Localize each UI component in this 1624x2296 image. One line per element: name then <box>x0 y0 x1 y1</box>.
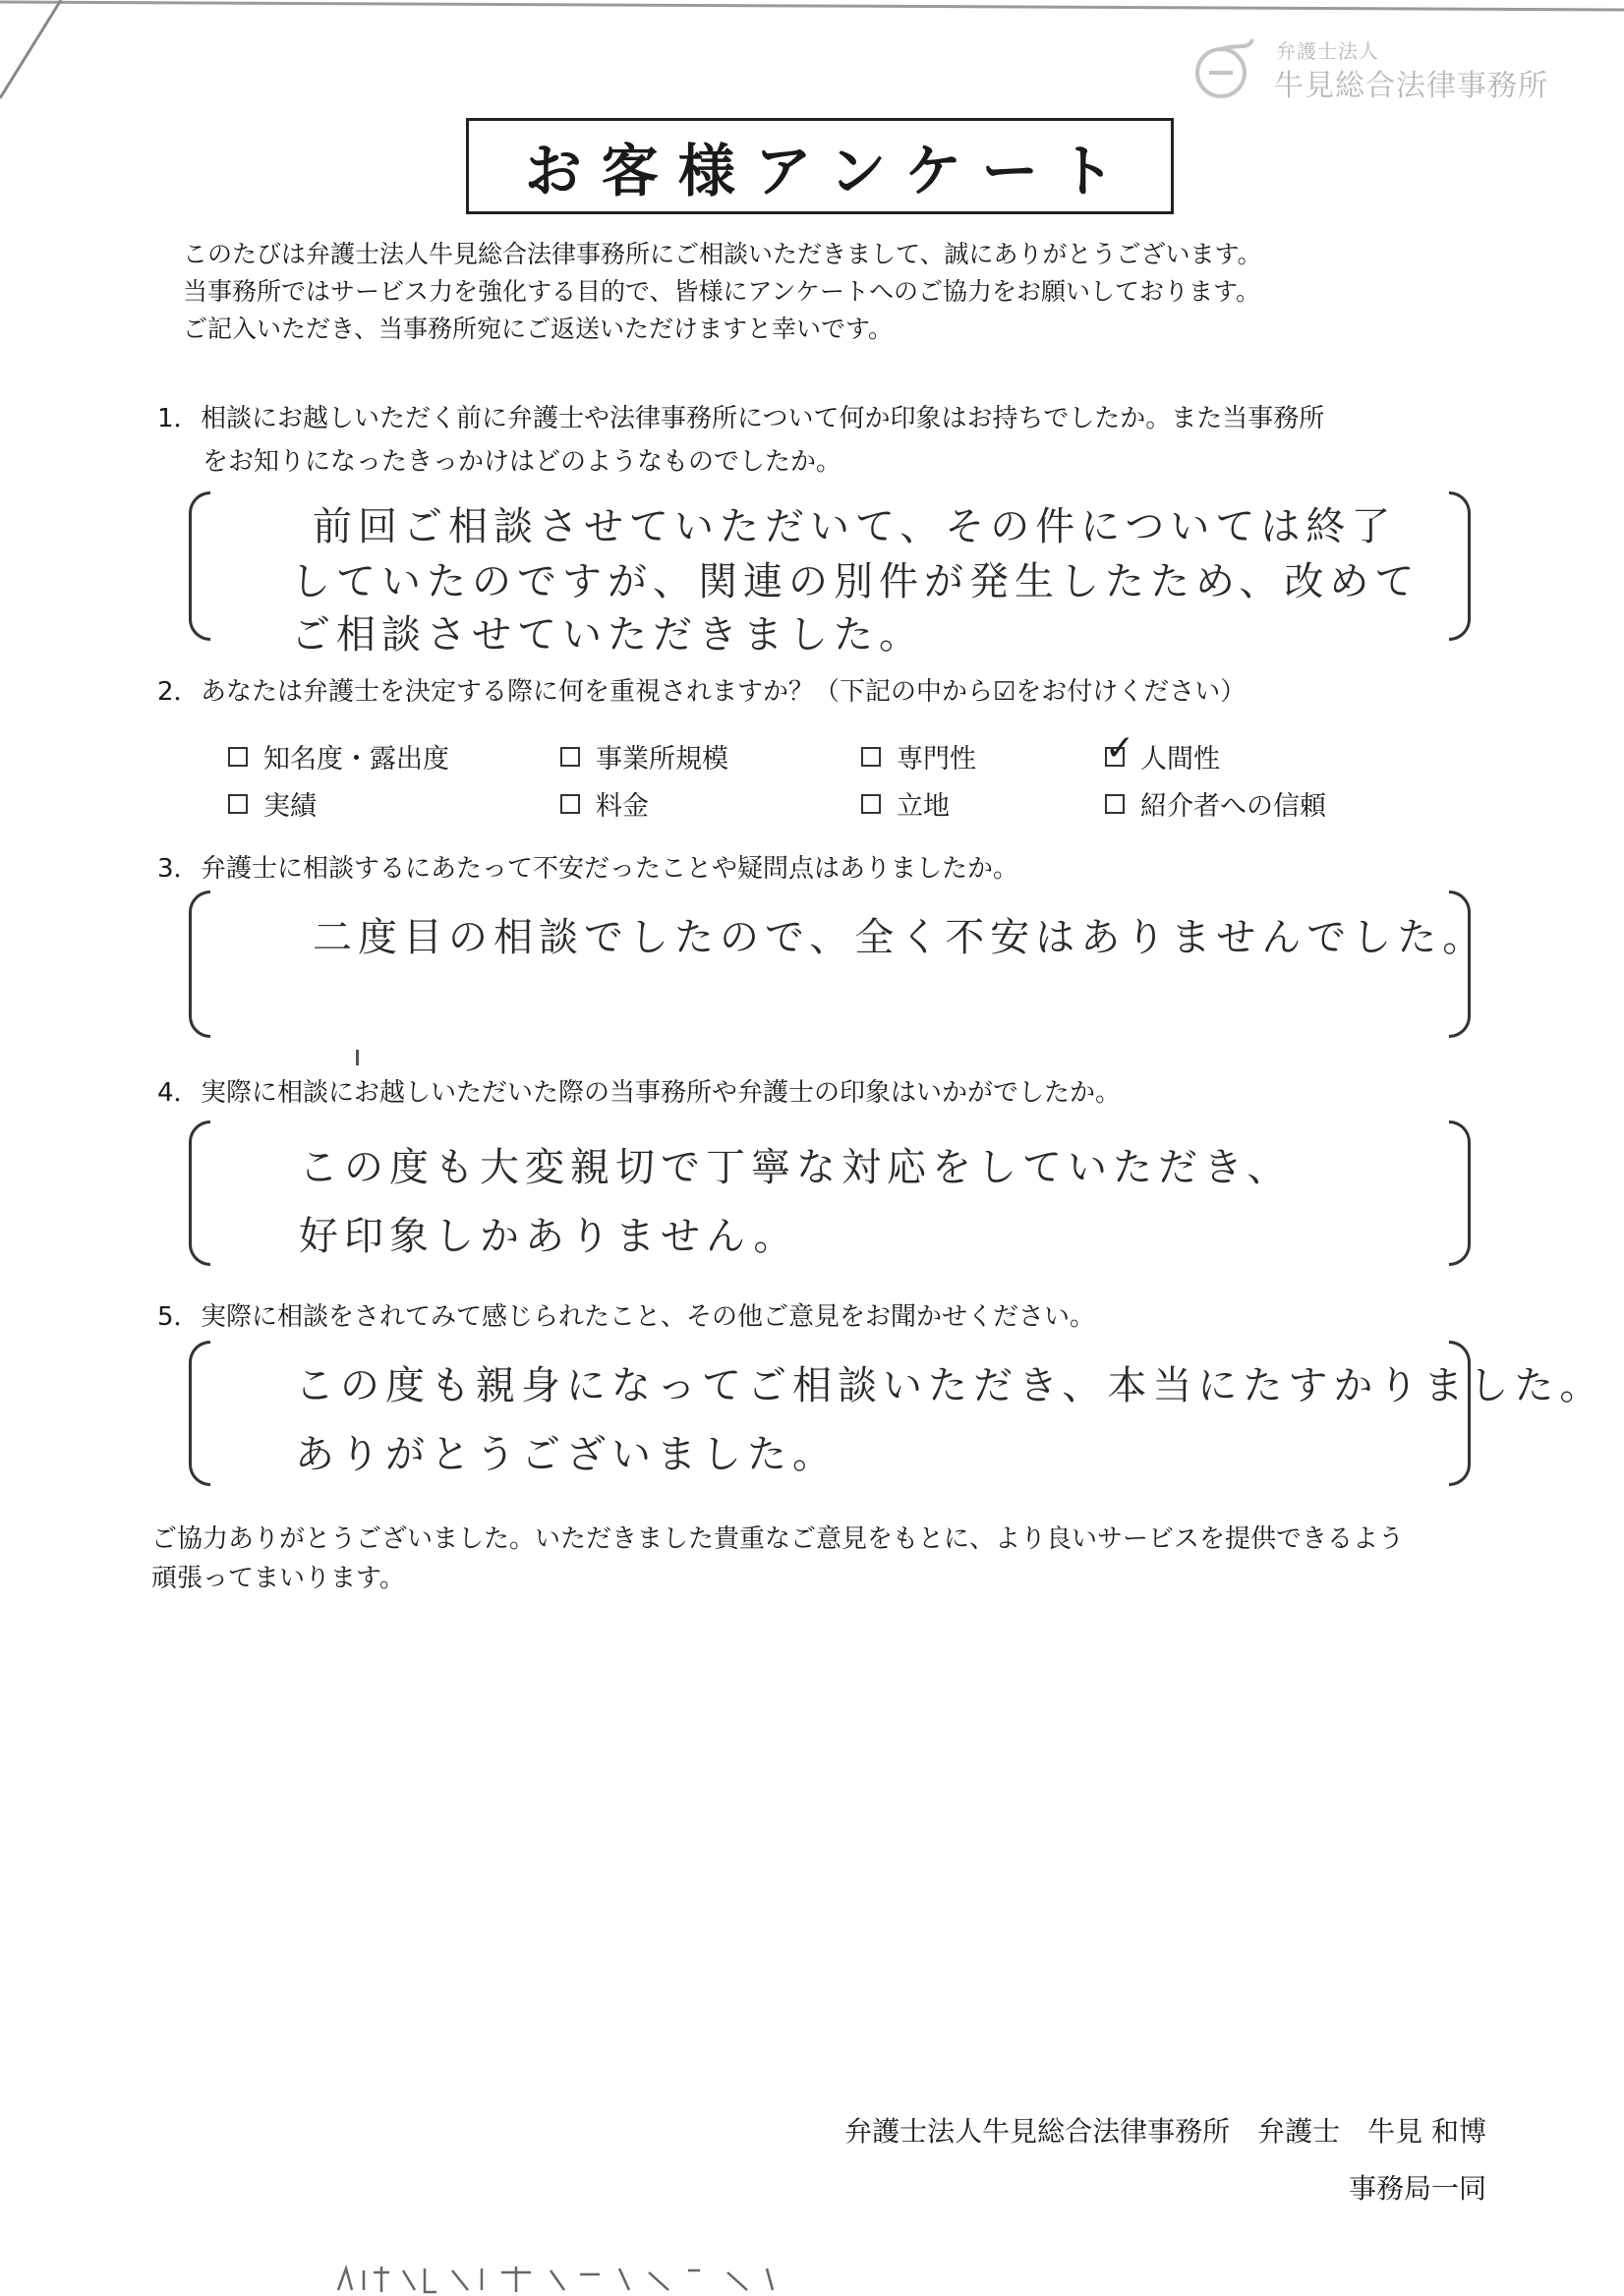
question-2 <box>157 670 1246 714</box>
closing-line: ご協力ありがとうございました。いただきました貴重なご意見をもとに、より良いサービスを提供できるよう <box>151 1524 1405 1554</box>
answer-1-line-1: 前回ご相談させていただいて、その件については終了 <box>313 504 1397 549</box>
firm-logo-icon <box>1191 33 1260 102</box>
survey-title-box <box>466 118 1174 214</box>
question-text: 相談にお越しいただく前に弁護士や法律事務所について何か印象はお持ちでしたか。また当事務所 <box>201 404 1325 433</box>
survey-title: お客様アンケート <box>524 138 1135 204</box>
answer-bracket-right <box>1449 491 1471 641</box>
check-mark-icon: ✓ <box>1105 727 1135 769</box>
choice-item[interactable] <box>560 784 649 823</box>
question-4 <box>157 1071 1121 1115</box>
question-text-cont: をお知りになったきっかけはどのようなものでしたか。 <box>203 447 842 477</box>
choice-label: 実績 <box>263 791 317 822</box>
logo-subtitle: 弁護士法人 <box>1276 39 1379 63</box>
choice-item[interactable] <box>228 784 317 823</box>
choice-label: 紹介者への信頼 <box>1140 791 1326 822</box>
answer-bracket-left <box>189 890 210 1038</box>
signature-office: 事務局一同 <box>1348 2172 1486 2205</box>
checkbox[interactable] <box>861 747 881 767</box>
choice-item[interactable] <box>228 737 449 775</box>
question-text: 実際に相談をされてみて感じられたこと、その他ご意見をお聞かせください。 <box>201 1302 1096 1332</box>
intro-line: ご記入いただき、当事務所宛にご返送いただけますと幸いです。 <box>183 315 894 343</box>
answer-4-line-1: この度も大変親切で丁寧な対応をしていただき、 <box>299 1145 1293 1190</box>
choice-item[interactable] <box>861 737 976 775</box>
question-number: 1． <box>157 404 200 433</box>
answer-bracket-left <box>189 1120 210 1266</box>
choice-item[interactable] <box>1105 784 1326 823</box>
answer-5-line-2: ありがとうございました。 <box>295 1432 838 1477</box>
choice-label: 専門性 <box>897 744 976 775</box>
closing-text <box>151 1520 1528 1598</box>
question-3 <box>157 847 1018 890</box>
checkbox-checked[interactable] <box>1105 727 1135 769</box>
answer-1-line-3: ご相談させていただきました。 <box>291 612 924 658</box>
question-1 <box>157 397 1324 484</box>
intro-line: このたびは弁護士法人牛見総合法律事務所にご相談いただきまして、誠にありがとうございます。 <box>183 240 1262 268</box>
answer-bracket-left <box>189 1341 210 1486</box>
choice-label: 人間性 <box>1140 744 1220 775</box>
signature <box>844 2103 1486 2217</box>
choice-item[interactable] <box>560 737 728 775</box>
stray-mark <box>356 1050 359 1065</box>
bleed-through-marks <box>334 2261 786 2296</box>
answer-1-line-2: していたのですが、関連の別件が発生したため、改めて <box>291 559 1421 604</box>
choice-item[interactable] <box>861 784 950 823</box>
checkbox[interactable] <box>560 794 580 814</box>
checkbox[interactable] <box>1105 794 1125 814</box>
answer-4-line-2: 好印象しかありません。 <box>299 1214 799 1259</box>
answer-3-line-1: 二度目の相談でしたので、全く不安はありませんでした。 <box>313 915 1488 960</box>
question-text: 実際に相談にお越しいただいた際の当事務所や弁護士の印象はいかがでしたか。 <box>201 1078 1122 1108</box>
question-text: 弁護士に相談するにあたって不安だったことや疑問点はありましたか。 <box>201 854 1019 884</box>
choice-label: 事業所規模 <box>596 744 728 775</box>
question-number: 4． <box>157 1078 200 1108</box>
signature-firm: 弁護士法人牛見総合法律事務所 弁護士 牛見 和博 <box>844 2115 1486 2148</box>
question-number: 3． <box>157 854 200 884</box>
answer-5-line-1: この度も親身になってご相談いただき、本当にたすかりました。 <box>295 1363 1605 1408</box>
choice-label: 知名度・露出度 <box>263 744 449 775</box>
choice-item[interactable] <box>1105 727 1220 775</box>
logo-name: 牛見総合法律事務所 <box>1274 69 1548 103</box>
choice-label: 立地 <box>897 791 950 822</box>
checkbox[interactable] <box>228 747 248 767</box>
answer-bracket-right <box>1449 1120 1471 1266</box>
firm-logo <box>1191 28 1565 106</box>
question-5 <box>157 1295 1095 1339</box>
choice-label: 料金 <box>596 791 649 822</box>
checkbox[interactable] <box>861 794 881 814</box>
checkbox[interactable] <box>228 794 248 814</box>
question-number: 5． <box>157 1302 200 1332</box>
intro-line: 当事務所ではサービス力を強化する目的で、皆様にアンケートへのご協力をお願いしております。 <box>183 277 1261 306</box>
checkbox[interactable] <box>560 747 580 767</box>
question-text: あなたは弁護士を決定する際に何を重視されますか？（下記の中から☑をお付けください） <box>201 677 1247 707</box>
answer-bracket-left <box>189 491 210 641</box>
question-number: 2． <box>157 677 200 707</box>
closing-line: 頑張ってまいります。 <box>151 1564 405 1593</box>
intro-text <box>183 236 1461 348</box>
